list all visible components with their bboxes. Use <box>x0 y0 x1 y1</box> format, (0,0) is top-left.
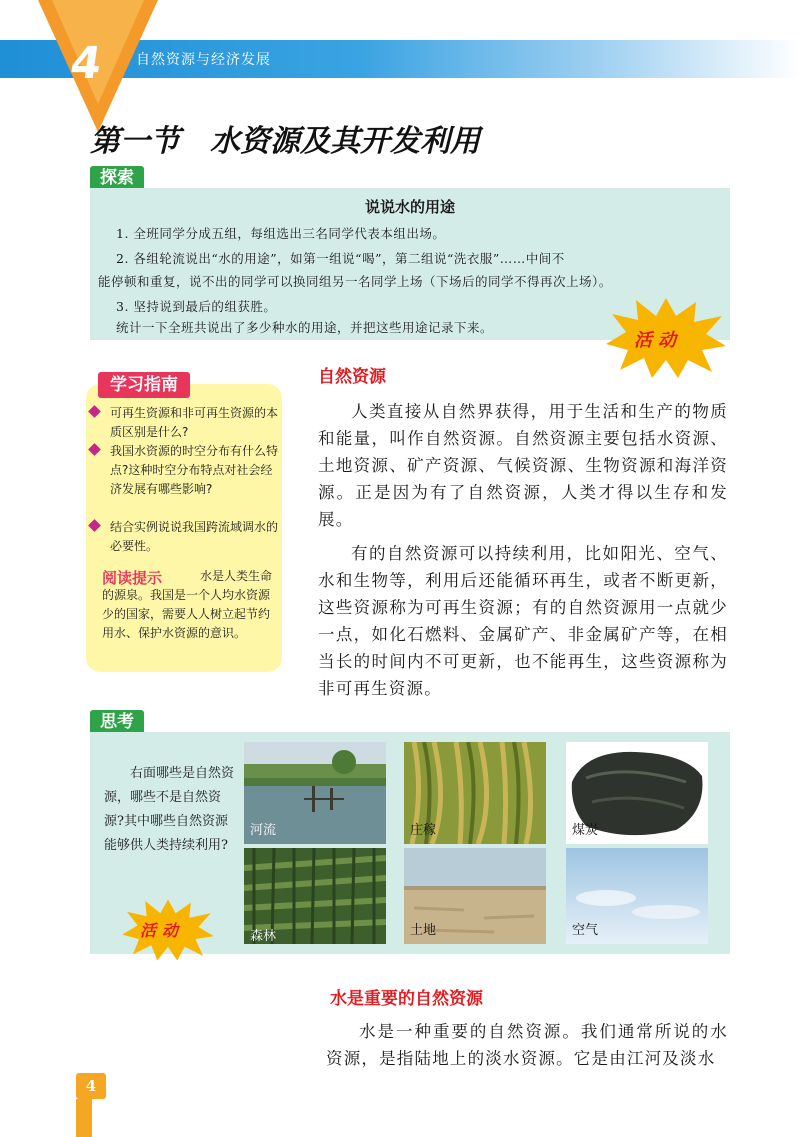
think-question: 右面哪些是自然资源，哪些不是自然资源?其中哪些自然资源能够供人类持续利用? <box>104 766 235 853</box>
natural-resources-para-1: 人类直接从自然界获得，用于生活和生产的物质和能量，叫作自然资源。自然资源主要包括水资源、土地资源、矿产资源、气候资源、生物资源和海洋资源。正是因为有了自然资源，人类才得以生存和发展。 <box>318 402 728 529</box>
water-resource-heading: 水是重要的自然资源 <box>330 989 483 1009</box>
reading-tip-text: 水是人类生命的源泉。我国是一个人均水资源少的国家，需要人人树立起节约用水、保护水资源的意识。 <box>102 569 273 640</box>
sky-photo <box>566 848 708 944</box>
chapter-title: 自然资源与经济发展 <box>136 52 271 68</box>
forest-photo <box>244 848 386 950</box>
page-number: 4 <box>76 1073 106 1099</box>
coal-photo <box>566 742 708 844</box>
photo-label: 河流 <box>250 823 277 838</box>
photo-label: 森林 <box>250 929 277 944</box>
photo-label: 煤炭 <box>572 823 599 838</box>
activity-label: 活动 <box>634 330 682 351</box>
activity-label: 活动 <box>140 921 185 940</box>
explore-line: 能停顿和重复，说不出的同学可以换同组另一名同学上场（下场后的同学不得再次上场）。 <box>98 274 612 289</box>
reading-tip-title: 阅读提示 <box>102 569 163 587</box>
water-resource-para: 水是一种重要的自然资源。我们通常所说的水资源，是指陆地上的淡水资源。它是由江河及淡水 <box>326 1022 728 1068</box>
explore-line: 1. 全班同学分成五组，每组选出三名同学代表本组出场。 <box>116 226 446 241</box>
crops-photo <box>404 742 546 844</box>
photo-label: 空气 <box>572 923 599 938</box>
land-photo <box>404 848 546 944</box>
natural-resources-para-2: 有的自然资源可以持续利用，比如阳光、空气、水和生物等，利用后还能循环再生，或者不断更新，这些资源称为可再生资源；有的自然资源用一点就少一点，如化石燃料、金属矿产、非金属矿产等，在相当长的时间内不可更新，也不能再生，这些资源称为非可再生资源。 <box>318 544 728 698</box>
photo-label: 土地 <box>410 923 437 938</box>
river-photo <box>244 742 386 844</box>
photo-label: 庄稼 <box>410 823 437 838</box>
page-number-strip <box>76 1099 92 1137</box>
explore-line: 2. 各组轮流说出“水的用途”，如第一组说“喝”，第二组说“洗衣服”……中间不 <box>116 251 565 266</box>
study-guide-tag: 学习指南 <box>98 372 190 398</box>
explore-line: 3. 坚持说到最后的组获胜。 <box>116 299 277 314</box>
explore-line: 统计一下全班共说出了多少种水的用途，并把这些用途记录下来。 <box>116 320 494 335</box>
explore-heading: 说说水的用途 <box>364 198 455 216</box>
chapter-number: 4 <box>67 38 105 89</box>
natural-resources-heading: 自然资源 <box>318 367 386 387</box>
explore-tag: 探索 <box>90 166 144 190</box>
think-tag: 思考 <box>90 710 144 734</box>
section-title: 第一节 水资源及其开发利用 <box>90 124 480 159</box>
